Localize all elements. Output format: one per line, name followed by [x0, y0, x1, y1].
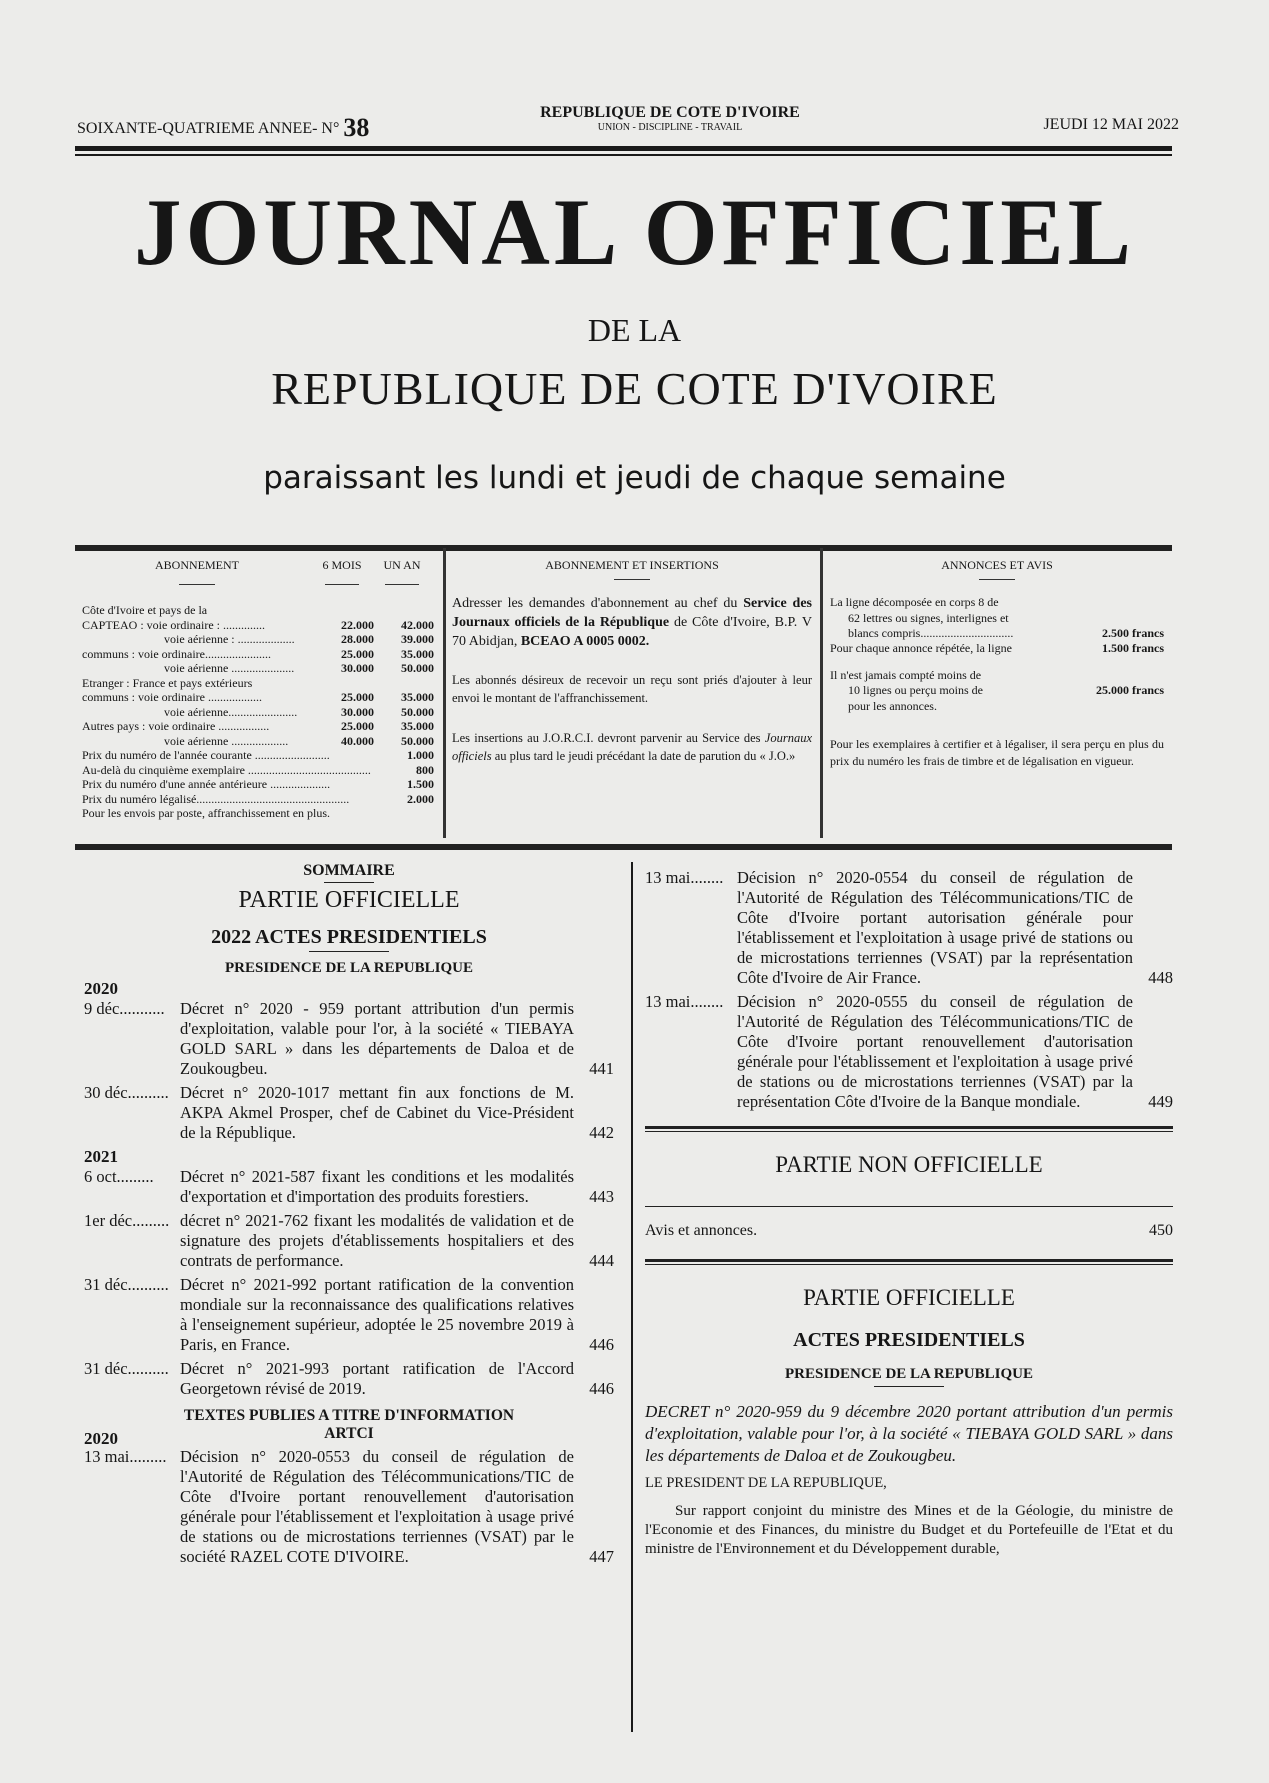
entry-date: 9 déc........... — [84, 999, 165, 1018]
rate-value: 1.500 — [407, 777, 434, 791]
rate-label: voie aérienne ..................... — [164, 661, 295, 675]
entry-text: Décret n° 2021-992 portant ratification de la convention mondiale sur la reconnaissance des qualifications relatives à l'enseignement supérieur, adoptée le 25 novembre 2019 à Paris, en France. — [180, 1275, 574, 1354]
rule-before-nonoff — [645, 1126, 1173, 1129]
rate-value: 42.000 — [401, 617, 434, 632]
rate-label: Côte d'Ivoire et pays de la — [82, 603, 208, 617]
annonces-title: ANNONCES ET AVIS — [941, 558, 1053, 572]
header-rule-thick — [75, 146, 1172, 151]
abonnement-title: ABONNEMENT — [155, 558, 239, 572]
entry-text: Décret n° 2021-587 fixant les conditions et les modalités d'exportation et d'importation des produits forestiers. — [180, 1167, 574, 1206]
republic-header — [490, 104, 850, 133]
annonces-l3: blancs compris............................... — [848, 626, 1014, 640]
entry-text: Décision n° 2020-0555 du conseil de régulation de l'Autorité de Régulation des Télécommunications/TIC de Côte d'Ivoire portant renouvellement d'autorisation générale pour l'établissement et l'exploitation à usage privé de stations ou de microstations terriennes (VSAT) par la représentation Côte d'Ivoire de la Banque mondiale. — [737, 992, 1133, 1111]
le-president: LE PRESIDENT DE LA REPUBLIQUE, — [645, 1475, 887, 1491]
rate-line — [82, 763, 434, 778]
entry-text: Décret n° 2020 - 959 portant attribution d'un permis d'exploitation, valable pour l'or, à la société « TIEBAYA GOLD SARL » dans les départements de Daloa et de Zoukougbeu. — [180, 999, 574, 1078]
sommaire-presidence: PRESIDENCE DE LA REPUBLIQUE — [225, 960, 473, 976]
entry-date: 31 déc.......... — [84, 1275, 169, 1294]
entries-artci — [84, 1447, 614, 1567]
annonces-note: Pour les exemplaires à certifier et à légaliser, il sera perçu en plus du prix du numéro les frais de timbre et de légalisation en vigueur. — [830, 736, 1164, 768]
sommaire-title-rule — [324, 882, 374, 883]
partie-non-officielle: PARTIE NON OFFICIELLE — [775, 1152, 1043, 1177]
rate-value: 39.000 — [401, 632, 434, 646]
column-separator — [631, 862, 633, 1732]
entry-text: Décision n° 2020-0553 du conseil de régulation de l'Autorité de Régulation des Télécommunications/TIC de Côte d'Ivoire portant renouvellement d'autorisation générale pour l'établissement et l'exploitation à usage privé de stations ou de microstations terriennes (VSAT) par le société RAZEL COTE D'IVOIRE. — [180, 1447, 574, 1566]
annonces-l6: 10 lignes ou perçu moins de — [848, 683, 983, 697]
motto: UNION - DISCIPLINE - TRAVAIL — [597, 122, 743, 133]
rate-value: 800 — [416, 762, 434, 777]
rate-line — [82, 632, 434, 647]
abonnement-lines — [82, 603, 434, 748]
rate-line — [82, 777, 434, 792]
artci-title: ARTCI — [324, 1425, 374, 1442]
entry-date: 13 mai......... — [84, 1447, 167, 1466]
annonces-v3: 2.500 francs — [1102, 626, 1164, 640]
rate-value: 25.000 — [341, 719, 374, 733]
rate-line — [82, 618, 434, 633]
year-2021: 2021 — [84, 1147, 118, 1166]
entry-text: Décret n° 2021-993 portant ratification de l'Accord Georgetown révisé de 2019. — [180, 1359, 574, 1398]
sommaire-actes: 2022 ACTES PRESIDENTIELS — [211, 926, 487, 948]
rate-value — [374, 676, 434, 691]
sommaire-entry — [84, 1211, 614, 1271]
rate-value: 35.000 — [401, 690, 434, 704]
rate-value: 40.000 — [341, 733, 374, 748]
right-presidence: PRESIDENCE DE LA REPUBLIQUE — [785, 1366, 1033, 1382]
sommaire-entry — [84, 1083, 614, 1143]
entry-date: 6 oct......... — [84, 1167, 154, 1186]
rate-value — [314, 603, 374, 618]
entries-2021 — [84, 1167, 614, 1399]
sommaire-entry — [84, 1275, 614, 1355]
rate-line — [82, 705, 434, 720]
de-la: DE LA — [587, 312, 682, 348]
annonces-l4: Pour chaque annonce répétée, la ligne — [830, 640, 1012, 655]
rate-label: Autres pays : voie ordinaire ................. — [82, 719, 270, 733]
rate-value: 30.000 — [341, 661, 374, 675]
entry-date: 30 déc.......... — [84, 1083, 169, 1102]
avis-page: 450 — [1149, 1222, 1173, 1239]
rate-label: voie aérienne : ................... — [164, 632, 295, 646]
year-text: SOIXANTE-QUATRIEME ANNEE- N° — [77, 120, 340, 137]
right-presidence-rule — [874, 1386, 944, 1387]
entry-page: 447 — [589, 1547, 614, 1566]
p3-start: Les insertions au J.O.R.C.I. devront parvenir au Service des — [452, 731, 761, 745]
rate-line — [82, 719, 434, 734]
sommaire-entry — [645, 992, 1173, 1112]
sommaire-entry — [645, 868, 1173, 988]
right-actes: ACTES PRESIDENTIELS — [793, 1329, 1025, 1351]
sommaire-partie: PARTIE OFFICIELLE — [238, 887, 460, 913]
avis-row — [645, 1221, 1173, 1241]
rate-line — [82, 647, 434, 662]
entry-date: 13 mai........ — [645, 992, 724, 1011]
entry-page: 444 — [589, 1251, 614, 1270]
rate-label: voie aérienne ................... — [164, 733, 289, 748]
annonces-l7: pour les annonces. — [848, 698, 937, 713]
rate-value: 50.000 — [401, 704, 434, 719]
sommaire-entry — [84, 1167, 614, 1207]
sommaire-actes-rule — [309, 951, 389, 952]
entry-date: 31 déc.......... — [84, 1359, 169, 1378]
sommaire-entry — [84, 1447, 614, 1567]
rate-line — [82, 661, 434, 676]
rate-line — [82, 676, 434, 691]
box-separator-1 — [443, 548, 446, 838]
entry-date: 1er déc......... — [84, 1211, 170, 1230]
rule-before-nonoff-thin — [645, 1131, 1173, 1132]
prix-lines — [82, 748, 434, 806]
rate-label: Etranger : France et pays extérieurs — [82, 675, 253, 690]
right-partie-officielle: PARTIE OFFICIELLE — [803, 1285, 1015, 1310]
rate-value: 35.000 — [401, 719, 434, 733]
rate-label: communs : voie ordinaire...................... — [82, 646, 271, 661]
rate-value: 35.000 — [401, 646, 434, 661]
entry-date: 13 mai........ — [645, 868, 724, 887]
avis-label: Avis et annonces. — [645, 1222, 758, 1239]
rate-label: Prix du numéro de l'année courante ......................... — [82, 748, 330, 762]
rapport: Sur rapport conjoint du ministre des Mines et de la Géologie, du ministre de l'Economie et des Finances, du ministre du Budget et du Portefeuille de l'Etat et du ministre de l'Environnement et du Développement durable, — [645, 1503, 1173, 1557]
annonces-l1: La ligne décomposée en corps 8 de — [830, 595, 999, 609]
rate-line — [82, 748, 434, 763]
col-6mois: 6 MOIS — [322, 558, 362, 572]
annonces-column — [830, 548, 1164, 838]
sommaire-title: SOMMAIRE — [303, 862, 395, 879]
rate-value: 22.000 — [341, 617, 374, 632]
issue-number: 38 — [343, 113, 370, 142]
annonces-l5: Il n'est jamais compté moins de — [830, 668, 982, 682]
insertions-p1 — [452, 594, 812, 651]
rule-before-partie-off — [645, 1259, 1173, 1262]
rate-value — [314, 676, 374, 691]
insertions-p3 — [452, 729, 812, 765]
col-un-an: UN AN — [383, 558, 421, 572]
sommaire-entry — [84, 1359, 614, 1399]
p1-bceao: BCEAO A 0005 0002. — [520, 634, 650, 649]
rate-value: 25.000 — [341, 690, 374, 704]
issue-date: JEUDI 12 MAI 2022 — [1043, 116, 1179, 133]
annonces-v6: 25.000 francs — [1096, 683, 1164, 697]
insertions-title-rule — [614, 579, 650, 580]
rate-label: Prix du numéro d'une année antérieure .................... — [82, 777, 331, 791]
frequency: paraissant les lundi et jeudi de chaque semaine — [263, 460, 1006, 496]
year-issue — [77, 113, 369, 143]
entries-2020 — [84, 999, 614, 1143]
p3-italic: Journaux officiels — [452, 731, 812, 763]
entry-text: Décision n° 2020-0554 du conseil de régulation de l'Autorité de Régulation des Télécommunications/TIC de Côte d'Ivoire portant autorisation générale pour l'établissement et l'exploitation à usage privé de stations ou de microstations terriennes (VSAT) par la représentation Côte d'Ivoire de Air France. — [737, 868, 1133, 987]
entry-page: 448 — [1148, 968, 1173, 987]
insertions-title: ABONNEMENT ET INSERTIONS — [545, 558, 719, 572]
rate-label: communs : voie ordinaire .................. — [82, 690, 262, 704]
entry-page: 449 — [1148, 1092, 1173, 1111]
textes-title: TEXTES PUBLIES A TITRE D'INFORMATION — [183, 1407, 515, 1424]
rate-line — [82, 734, 434, 749]
journal-title: JOURNAL OFFICIEL — [134, 179, 1135, 285]
p1-bold: Service des Journaux officiels de la République — [452, 596, 812, 630]
decret-title: DECRET n° 2020-959 du 9 décembre 2020 portant attribution d'un permis d'exploitation, valable pour l'or, à la société « TIEBAYA GOLD SARL » dans les départements de Daloa et de Zoukougbeu. — [645, 1402, 1173, 1465]
sommaire-entry — [84, 999, 614, 1079]
entry-text: Décret n° 2020-1017 mettant fin aux fonctions de M. AKPA Akmel Prosper, chef de Cabinet du Vice-Président de la République. — [180, 1083, 574, 1142]
entry-page: 441 — [589, 1059, 614, 1078]
p3-end: au plus tard le jeudi précédant la date de parution du « J.O.» — [494, 749, 796, 763]
rate-label: CAPTEAO : voie ordinaire : .............. — [82, 617, 265, 632]
insertions-p2: Les abonnés désireux de recevoir un reçu sont priés d'ajouter à leur envoi le montant de l'affranchissement. — [452, 673, 812, 705]
rate-value: 2.000 — [407, 791, 434, 806]
republic-name: REPUBLIQUE DE COTE D'IVOIRE — [540, 104, 800, 121]
rate-label: Au-delà du cinquième exemplaire ......................................... — [82, 762, 371, 777]
rate-value — [374, 603, 434, 618]
header-rule-thin — [75, 154, 1172, 156]
annonces-v4: 1.500 francs — [1102, 640, 1164, 655]
p1-rest: de Côte d'Ivoire, B.P. V 70 Abidjan, — [452, 615, 812, 649]
p1-start: Adresser les demandes d'abonnement au chef du — [452, 596, 738, 611]
rate-value: 28.000 — [341, 632, 374, 646]
annonces-l2: 62 lettres ou signes, interlignes et — [848, 611, 1009, 625]
year-artci: 2020 — [84, 1429, 118, 1448]
rate-value: 1.000 — [407, 748, 434, 762]
insertions-column — [452, 548, 812, 838]
entry-page: 446 — [589, 1379, 614, 1398]
rate-value: 25.000 — [341, 646, 374, 661]
masthead-republic: REPUBLIQUE DE COTE D'IVOIRE — [271, 363, 998, 414]
rate-label: Prix du numéro légalisé................................................... — [82, 791, 350, 806]
sommaire-column — [84, 862, 614, 1571]
rate-line — [82, 792, 434, 807]
rate-value: 50.000 — [401, 661, 434, 675]
abonnement-note: Pour les envois par poste, affranchissement en plus. — [82, 806, 331, 820]
rate-line — [82, 690, 434, 705]
rule-before-partie-off-thin — [645, 1264, 1173, 1265]
annonces-title-rule — [979, 579, 1015, 580]
rate-label: voie aérienne....................... — [164, 704, 298, 719]
entry-page: 446 — [589, 1335, 614, 1354]
entry-text: décret n° 2021-762 fixant les modalités de validation et de signature des projets d'établissements hospitaliers et des contrats de performance. — [180, 1211, 574, 1270]
rate-line — [82, 603, 434, 618]
abonnement-column — [82, 548, 434, 838]
rate-value: 50.000 — [401, 733, 434, 748]
rule-after-nonoff — [645, 1206, 1173, 1207]
rate-value: 30.000 — [341, 704, 374, 719]
entry-page: 442 — [589, 1123, 614, 1142]
entries-right — [645, 868, 1173, 1112]
year-2020: 2020 — [84, 979, 118, 998]
entry-page: 443 — [589, 1187, 614, 1206]
right-column — [645, 868, 1173, 1559]
box-separator-2 — [820, 548, 823, 838]
